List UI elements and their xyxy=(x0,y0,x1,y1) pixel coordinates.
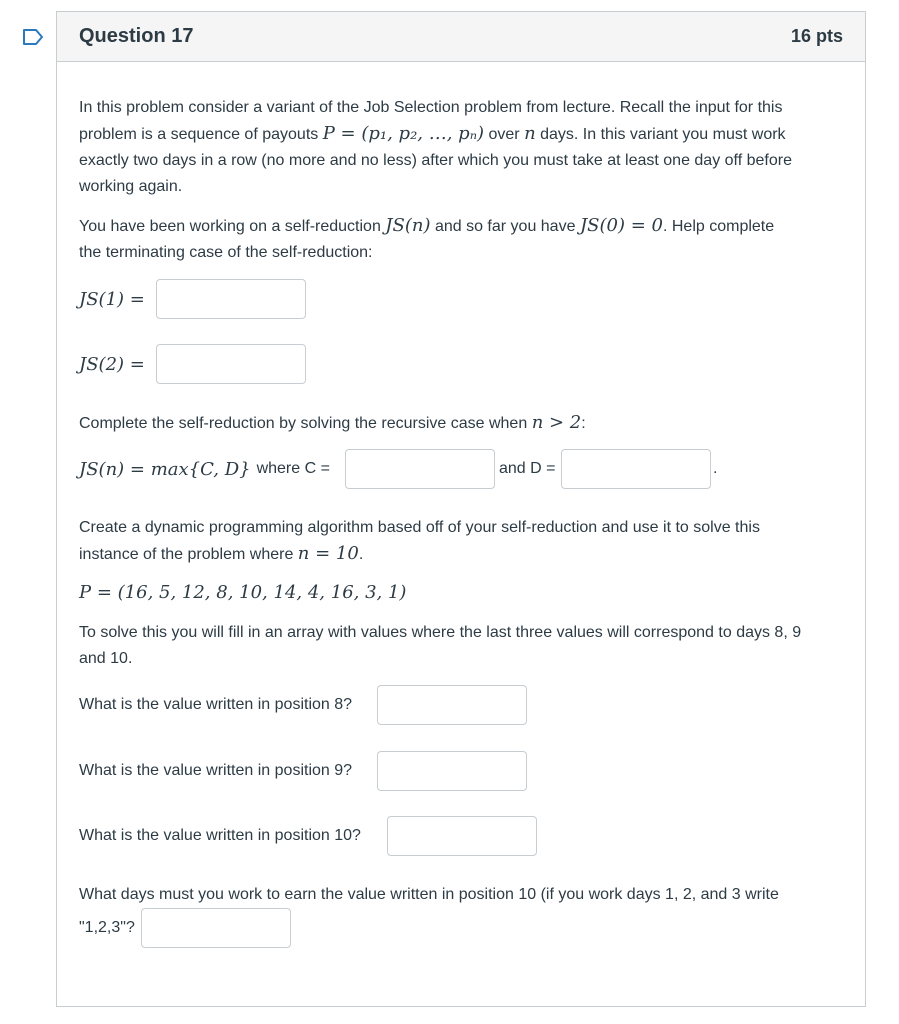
jsn-row xyxy=(79,449,330,489)
pos8-row xyxy=(79,685,352,725)
array-line-2: and 10. xyxy=(79,650,133,667)
intro-line-1: In this problem consider a variant of the Job Selection problem from lecture. Recall the input for this xyxy=(79,99,783,116)
pos10-input[interactable] xyxy=(387,816,537,856)
js2-input[interactable] xyxy=(156,344,306,384)
js1-input[interactable] xyxy=(156,279,306,319)
dp-text: . xyxy=(358,546,364,563)
pos9-label: What is the value written in position 9? xyxy=(79,762,353,779)
sr-line-1 xyxy=(79,213,774,240)
payout-sequence-math: P = (p₁, p₂, …, pₙ) xyxy=(322,123,485,144)
intro-text: days. In this variant you must work xyxy=(540,126,786,143)
sr-text: . Help complete xyxy=(662,218,775,235)
dp-text: instance of the problem where xyxy=(79,546,294,563)
pos10-row xyxy=(79,816,361,856)
question-title: Question 17 xyxy=(79,25,194,47)
n-eq-10-math: n = 10 xyxy=(297,543,359,564)
intro-line-3: exactly two days in a row (no more and no less) after which you must take at least one day off before xyxy=(79,152,792,169)
payouts-line xyxy=(79,580,406,607)
question-points: 16 pts xyxy=(790,26,843,46)
recursive-line xyxy=(79,410,586,437)
payouts-math: P = (16, 5, 12, 8, 10, 14, 4, 16, 3, 1) xyxy=(79,582,407,603)
pos8-label: What is the value written in position 8? xyxy=(79,696,353,713)
c-input[interactable] xyxy=(345,449,495,489)
js0-math: JS(0) = 0 xyxy=(579,215,663,236)
bookmark-flag-icon[interactable] xyxy=(22,28,44,46)
days-row xyxy=(79,908,135,948)
d-input[interactable] xyxy=(561,449,711,489)
and-d-row xyxy=(499,449,555,489)
js2-row xyxy=(79,344,145,384)
intro-text: over xyxy=(488,126,520,143)
intro-line-2 xyxy=(79,121,786,148)
recursive-text: Complete the self-reduction by solving the recursive case when xyxy=(79,415,528,432)
days-line-1: What days must you work to earn the value written in position 10 (if you work days 1, 2, and 3 write xyxy=(79,886,779,903)
question-card xyxy=(56,11,866,1007)
intro-line-4: working again. xyxy=(79,178,183,195)
js1-row xyxy=(79,279,145,319)
jsn-max-label: JS(n) = max{C, D} xyxy=(79,458,251,480)
pos10-label: What is the value written in position 10? xyxy=(79,827,361,844)
period-row xyxy=(713,449,717,489)
days-line-2: "1,2,3"? xyxy=(79,919,135,936)
array-line-1: To solve this you will fill in an array with values where the last three values will correspond to days 8, 9 xyxy=(79,624,802,641)
period-text: . xyxy=(713,460,718,477)
sr-text: and so far you have xyxy=(434,218,576,235)
dp-line-2 xyxy=(79,541,363,568)
sr-text: You have been working on a self-reduction xyxy=(79,218,381,235)
pos8-input[interactable] xyxy=(377,685,527,725)
recursive-text: : xyxy=(581,415,586,432)
and-d-label: and D = xyxy=(499,460,556,477)
question-header xyxy=(57,12,865,62)
intro-text: problem is a sequence of payouts xyxy=(79,126,319,143)
pos9-input[interactable] xyxy=(377,751,527,791)
n-gt-2-math: n > 2 xyxy=(531,412,582,433)
pos9-row xyxy=(79,751,352,791)
where-c-label: where C = xyxy=(256,460,330,477)
dp-line-1: Create a dynamic programming algorithm based off of your self-reduction and use it to solve this xyxy=(79,519,760,536)
js2-label: JS(2) = xyxy=(79,353,145,375)
jsn-math: JS(n) xyxy=(385,215,431,236)
days-input[interactable] xyxy=(141,908,291,948)
sr-line-2: the terminating case of the self-reduction: xyxy=(79,244,373,261)
n-math: n xyxy=(524,123,536,144)
js1-label: JS(1) = xyxy=(79,288,145,310)
